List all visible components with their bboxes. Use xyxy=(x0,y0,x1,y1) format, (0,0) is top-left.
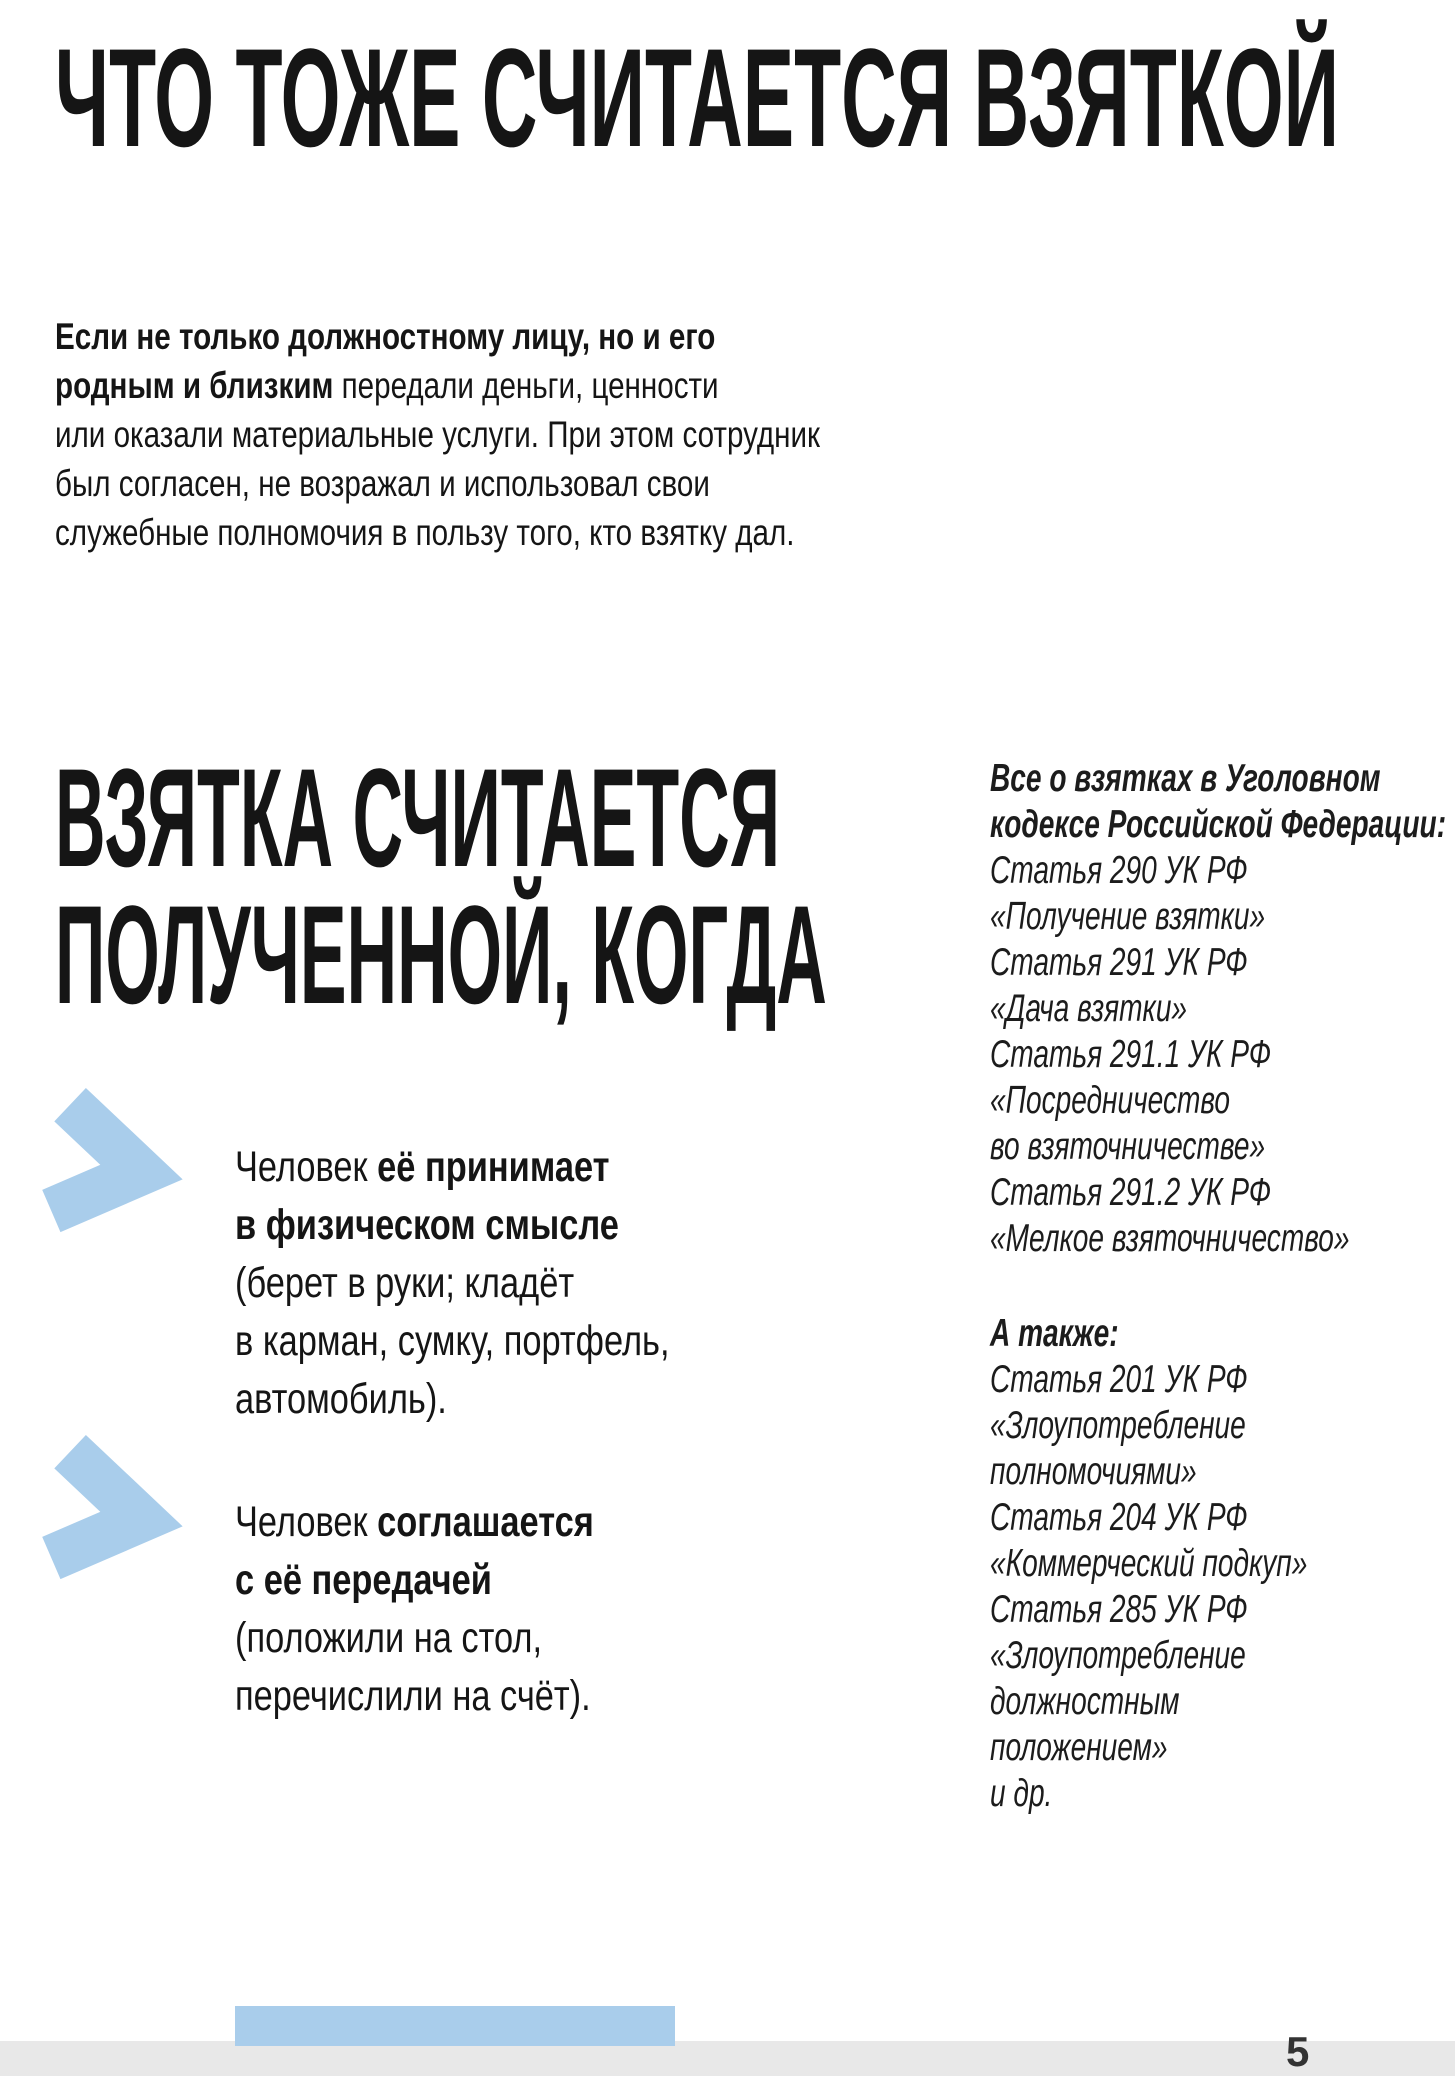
bottom-accent-bar xyxy=(235,2006,675,2046)
text-line: родным и близким передали деньги, ценности xyxy=(55,365,719,406)
text-line: «Злоупотребление xyxy=(990,1634,1246,1677)
text-line: «Мелкое взяточничество» xyxy=(990,1217,1350,1260)
text-line: Статья 291 УК РФ xyxy=(990,941,1248,984)
text-line: Статья 201 УК РФ xyxy=(990,1358,1248,1401)
text-line: «Коммерческий подкуп» xyxy=(990,1542,1308,1585)
bullet-agrees-to-transfer xyxy=(235,1493,594,1725)
text-line: и др. xyxy=(990,1772,1053,1815)
text-line: Все о взятках в Уголовном xyxy=(990,757,1381,800)
text-line: Если не только должностному лицу, но и его xyxy=(55,316,716,357)
text-line: Статья 290 УК РФ xyxy=(990,849,1248,892)
text-line: ПОЛУЧЕННОЙ, КОГДА xyxy=(55,876,827,1033)
text-line: во взяточничестве» xyxy=(990,1125,1266,1168)
text-line: А также: xyxy=(990,1312,1119,1355)
text-line: положением» xyxy=(990,1726,1168,1769)
text-line: «Посредничество xyxy=(990,1079,1231,1122)
text-line: Человек соглашается xyxy=(235,1498,594,1546)
text-line: служебные полномочия в пользу того, кто взятку дал. xyxy=(55,512,795,553)
text-line: автомобиль). xyxy=(235,1375,447,1423)
page-title: ЧТО ТОЖЕ СЧИТАЕТСЯ ВЗЯТКОЙ xyxy=(55,19,1340,176)
text-line: был согласен, не возражал и использовал свои xyxy=(55,463,710,504)
sidebar-also-references xyxy=(990,1311,1307,1817)
chevron-right-icon xyxy=(42,1094,182,1254)
page-number: 5 xyxy=(1286,2028,1310,2075)
text-line: должностным xyxy=(990,1680,1180,1723)
text-line: кодексе Российской Федерации: xyxy=(990,803,1447,846)
bullet-accepts-physically xyxy=(235,1138,670,1428)
text-line: или оказали материальные услуги. При этом сотрудник xyxy=(55,414,821,455)
text-line: Статья 291.1 УК РФ xyxy=(990,1033,1272,1076)
text-line: «Получение взятки» xyxy=(990,895,1266,938)
intro-paragraph xyxy=(55,312,820,557)
text-line: полномочиями» xyxy=(990,1450,1197,1493)
text-line: в карман, сумку, портфель, xyxy=(235,1317,670,1365)
text-line: в физическом смысле xyxy=(235,1201,619,1249)
text-line: «Дача взятки» xyxy=(990,987,1188,1030)
text-line: (положили на стол, xyxy=(235,1614,542,1662)
text-line: (берет в руки; кладёт xyxy=(235,1259,575,1307)
sidebar-legal-references xyxy=(990,756,1446,1262)
text-line: «Злоупотребление xyxy=(990,1404,1246,1447)
section-heading xyxy=(55,739,827,1033)
chevron-right-icon xyxy=(42,1441,182,1601)
text-line: ВЗЯТКА СЧИТАЕТСЯ xyxy=(55,739,781,896)
text-line: Статья 204 УК РФ xyxy=(990,1496,1248,1539)
text-line: Статья 285 УК РФ xyxy=(990,1588,1248,1631)
text-line: Статья 291.2 УК РФ xyxy=(990,1171,1272,1214)
text-line: Человек её принимает xyxy=(235,1143,610,1191)
text-line: с её передачей xyxy=(235,1556,492,1604)
text-line: перечислили на счёт). xyxy=(235,1672,591,1720)
